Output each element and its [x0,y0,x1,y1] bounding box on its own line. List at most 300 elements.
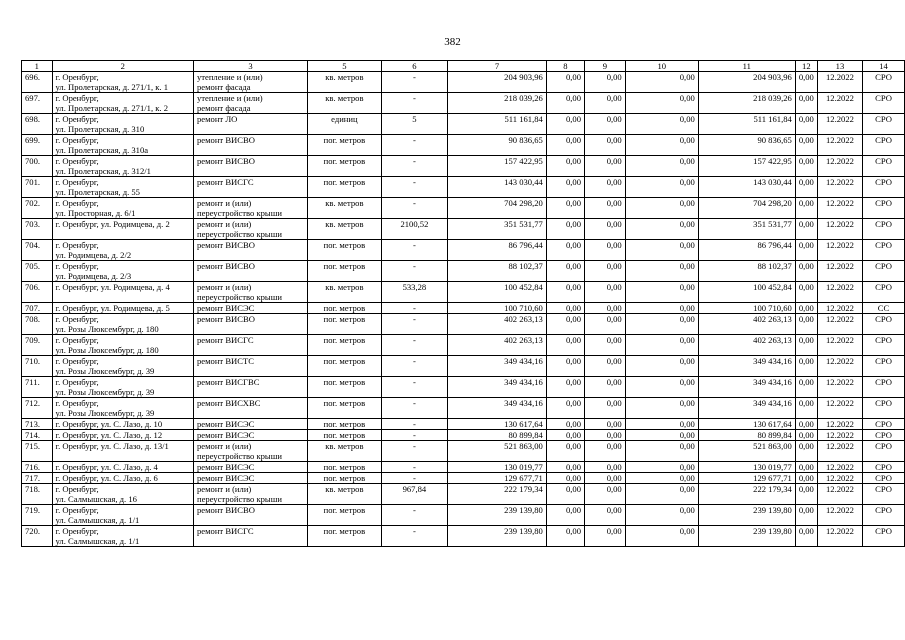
local-budget-cell: 0,00 [625,505,698,526]
cell-line: ул. Пролетарская, д. 271/1, к. 1 [55,82,169,92]
unit-cell: кв. метров [308,219,382,240]
fund-type-cell: СРО [863,114,905,135]
cell-line: г. Оренбург, ул. Родимцева, д. 5 [55,303,170,313]
budget-cell: 0,00 [585,303,626,314]
budget-cell: 0,00 [585,177,626,198]
cell-line: г. Оренбург, ул. Родимцева, д. 2 [55,219,170,229]
total-cost-cell: 204 903,96 [448,72,547,93]
owner-funds-cell: 402 263,13 [698,335,795,356]
other-funds-cell: 0,00 [795,198,817,219]
local-budget-cell: 0,00 [625,314,698,335]
cell-line: ремонт и (или) [196,198,252,208]
other-funds-cell: 0,00 [795,240,817,261]
quantity-cell: - [381,72,447,93]
owner-funds-cell: 130 019,77 [698,462,795,473]
fund-type-cell: СРО [863,484,905,505]
cell-line: ремонт и (или) [196,441,252,451]
work-type-cell [193,314,307,335]
unit-cell: кв. метров [308,441,382,462]
cell-line: г. Оренбург, [55,484,99,494]
unit-cell: пог. метров [308,419,382,430]
local-budget-cell: 0,00 [625,526,698,547]
budget-cell: 0,00 [585,135,626,156]
cell-line: ул. Салмышская, д. 1/1 [55,536,140,546]
local-budget-cell: 0,00 [625,419,698,430]
column-number-header [22,61,905,72]
address-cell [52,135,193,156]
fund-type-cell: СРО [863,473,905,484]
cell-line: ремонт ВИСВО [196,314,255,324]
budget-cell: 0,00 [585,419,626,430]
owner-funds-cell: 100 710,60 [698,303,795,314]
quantity-cell: 5 [381,114,447,135]
cell-line: ул. Родимцева, д. 2/2 [55,250,132,260]
cell-line: переустройство крыши [196,208,282,218]
fund-type-cell: СРО [863,335,905,356]
column-header-cell: 3 [193,61,307,72]
local-budget-cell: 0,00 [625,93,698,114]
fund-cell: 0,00 [546,314,584,335]
row-number: 711. [22,377,53,398]
other-funds-cell: 0,00 [795,114,817,135]
budget-cell: 0,00 [585,356,626,377]
work-type-cell [193,377,307,398]
fund-cell: 0,00 [546,398,584,419]
local-budget-cell: 0,00 [625,114,698,135]
local-budget-cell: 0,00 [625,198,698,219]
address-cell [52,72,193,93]
unit-cell: кв. метров [308,93,382,114]
fund-type-cell: СРО [863,177,905,198]
owner-funds-cell: 349 434,16 [698,398,795,419]
quantity-cell: - [381,303,447,314]
cell-line: утепление и (или) [196,72,263,82]
deadline-cell: 12.2022 [817,219,862,240]
deadline-cell: 12.2022 [817,156,862,177]
page-number: 382 [444,36,461,48]
other-funds-cell: 0,00 [795,419,817,430]
fund-type-cell: СРО [863,198,905,219]
unit-cell: пог. метров [308,303,382,314]
fund-cell: 0,00 [546,430,584,441]
quantity-cell: - [381,441,447,462]
other-funds-cell: 0,00 [795,484,817,505]
other-funds-cell: 0,00 [795,356,817,377]
column-header-cell: 7 [448,61,547,72]
fund-cell: 0,00 [546,282,584,303]
deadline-cell: 12.2022 [817,177,862,198]
cell-line: ремонт ВИСГС [196,335,254,345]
unit-cell: пог. метров [308,526,382,547]
fund-cell: 0,00 [546,156,584,177]
quantity-cell: - [381,177,447,198]
total-cost-cell: 86 796,44 [448,240,547,261]
unit-cell: пог. метров [308,335,382,356]
total-cost-cell: 100 710,60 [448,303,547,314]
row-number: 716. [22,462,53,473]
fund-type-cell: СРО [863,219,905,240]
table-row [22,473,905,484]
row-number: 709. [22,335,53,356]
address-cell [52,240,193,261]
other-funds-cell: 0,00 [795,335,817,356]
work-type-cell [193,198,307,219]
work-type-cell [193,219,307,240]
deadline-cell: 12.2022 [817,377,862,398]
work-type-cell [193,335,307,356]
fund-type-cell: СРО [863,314,905,335]
cell-line: ремонт ВИСГС [196,177,254,187]
total-cost-cell: 351 531,77 [448,219,547,240]
fund-cell: 0,00 [546,377,584,398]
cell-line: утепление и (или) [196,93,263,103]
column-header-cell: 12 [795,61,817,72]
row-number: 699. [22,135,53,156]
owner-funds-cell: 511 161,84 [698,114,795,135]
fund-cell: 0,00 [546,261,584,282]
owner-funds-cell: 521 863,00 [698,441,795,462]
column-header-cell: 6 [381,61,447,72]
total-cost-cell: 157 422,95 [448,156,547,177]
cell-line: г. Оренбург, ул. С. Лазо, д. 4 [55,462,158,472]
owner-funds-cell: 100 452,84 [698,282,795,303]
table-row [22,335,905,356]
cell-line: г. Оренбург, [55,398,99,408]
cell-line: ремонт ВИСВО [196,156,255,166]
unit-cell: пог. метров [308,314,382,335]
fund-cell: 0,00 [546,441,584,462]
other-funds-cell: 0,00 [795,303,817,314]
local-budget-cell: 0,00 [625,72,698,93]
address-cell [52,505,193,526]
cell-line: г. Оренбург, ул. С. Лазо, д. 10 [55,419,163,429]
deadline-cell: 12.2022 [817,261,862,282]
cell-line: ремонт ВИСЭС [196,419,255,429]
deadline-cell: 12.2022 [817,484,862,505]
deadline-cell: 12.2022 [817,441,862,462]
table-row [22,114,905,135]
work-type-cell [193,135,307,156]
cell-line: переустройство крыши [196,229,282,239]
cell-line: г. Оренбург, [55,135,99,145]
cell-line: ул. Розы Люксембург, д. 180 [55,345,159,355]
fund-type-cell: СРО [863,240,905,261]
other-funds-cell: 0,00 [795,526,817,547]
cell-line: ремонт ВИСВО [196,240,255,250]
work-type-cell [193,473,307,484]
unit-cell: пог. метров [308,177,382,198]
cell-line: г. Оренбург, [55,240,99,250]
address-cell [52,156,193,177]
fund-cell: 0,00 [546,335,584,356]
address-cell [52,356,193,377]
other-funds-cell: 0,00 [795,219,817,240]
deadline-cell: 12.2022 [817,473,862,484]
table-row [22,462,905,473]
other-funds-cell: 0,00 [795,398,817,419]
table-row [22,484,905,505]
other-funds-cell: 0,00 [795,505,817,526]
owner-funds-cell: 80 899,84 [698,430,795,441]
cell-line: ремонт ВИСЭС [196,430,255,440]
local-budget-cell: 0,00 [625,462,698,473]
owner-funds-cell: 704 298,20 [698,198,795,219]
row-number: 705. [22,261,53,282]
unit-cell: пог. метров [308,473,382,484]
address-cell [52,198,193,219]
cell-line: г. Оренбург, ул. С. Лазо, д. 12 [55,430,163,440]
cell-line: ул. Пролетарская, д. 310а [55,145,149,155]
work-type-cell [193,156,307,177]
fund-type-cell: СРО [863,93,905,114]
row-number: 710. [22,356,53,377]
work-type-cell [193,240,307,261]
owner-funds-cell: 90 836,65 [698,135,795,156]
budget-cell: 0,00 [585,240,626,261]
fund-type-cell: СРО [863,398,905,419]
address-cell [52,526,193,547]
quantity-cell: - [381,356,447,377]
cell-line: ремонт ЛО [196,114,238,124]
work-type-cell [193,505,307,526]
owner-funds-cell: 129 677,71 [698,473,795,484]
fund-type-cell: СРО [863,377,905,398]
work-type-cell [193,526,307,547]
address-cell [52,335,193,356]
cell-line: переустройство крыши [196,451,282,461]
cell-line: ремонт ВИСВО [196,261,255,271]
cell-line: г. Оренбург, [55,261,99,271]
column-header-cell: 5 [308,61,382,72]
table-row [22,398,905,419]
fund-type-cell: СРО [863,282,905,303]
cell-line: ул. Розы Люксембург, д. 180 [55,324,159,334]
total-cost-cell: 239 139,80 [448,505,547,526]
total-cost-cell: 521 863,00 [448,441,547,462]
fund-cell: 0,00 [546,114,584,135]
row-number: 697. [22,93,53,114]
other-funds-cell: 0,00 [795,462,817,473]
deadline-cell: 12.2022 [817,505,862,526]
address-cell [52,430,193,441]
table-row [22,156,905,177]
quantity-cell: - [381,419,447,430]
cell-line: переустройство крыши [196,292,282,302]
cell-line: ул. Пролетарская, д. 312/1 [55,166,151,176]
deadline-cell: 12.2022 [817,93,862,114]
fund-cell: 0,00 [546,419,584,430]
deadline-cell: 12.2022 [817,526,862,547]
row-number: 713. [22,419,53,430]
owner-funds-cell: 157 422,95 [698,156,795,177]
column-header-cell: 11 [698,61,795,72]
total-cost-cell: 349 434,16 [448,356,547,377]
fund-cell: 0,00 [546,219,584,240]
deadline-cell: 12.2022 [817,314,862,335]
total-cost-cell: 80 899,84 [448,430,547,441]
local-budget-cell: 0,00 [625,377,698,398]
table-row [22,177,905,198]
work-type-cell [193,398,307,419]
cell-line: ремонт и (или) [196,282,252,292]
local-budget-cell: 0,00 [625,473,698,484]
column-header-cell: 1 [22,61,53,72]
owner-funds-cell: 239 139,80 [698,526,795,547]
fund-cell: 0,00 [546,462,584,473]
quantity-cell: - [381,93,447,114]
quantity-cell: - [381,462,447,473]
unit-cell: пог. метров [308,156,382,177]
address-cell [52,177,193,198]
fund-type-cell: СРО [863,430,905,441]
deadline-cell: 12.2022 [817,419,862,430]
row-number: 707. [22,303,53,314]
fund-type-cell: СРО [863,156,905,177]
row-number: 720. [22,526,53,547]
column-header-cell: 13 [817,61,862,72]
fund-cell: 0,00 [546,526,584,547]
unit-cell: пог. метров [308,356,382,377]
fund-type-cell: СРО [863,505,905,526]
deadline-cell: 12.2022 [817,135,862,156]
row-number: 718. [22,484,53,505]
row-number: 717. [22,473,53,484]
table-row [22,198,905,219]
address-cell [52,419,193,430]
other-funds-cell: 0,00 [795,93,817,114]
budget-cell: 0,00 [585,526,626,547]
total-cost-cell: 704 298,20 [448,198,547,219]
other-funds-cell: 0,00 [795,156,817,177]
budget-cell: 0,00 [585,335,626,356]
local-budget-cell: 0,00 [625,398,698,419]
total-cost-cell: 130 617,64 [448,419,547,430]
other-funds-cell: 0,00 [795,282,817,303]
address-cell [52,303,193,314]
table-row [22,93,905,114]
table-row [22,356,905,377]
table-row [22,526,905,547]
budget-cell: 0,00 [585,198,626,219]
budget-cell: 0,00 [585,398,626,419]
local-budget-cell: 0,00 [625,430,698,441]
owner-funds-cell: 218 039,26 [698,93,795,114]
column-header-cell: 8 [546,61,584,72]
table-row [22,441,905,462]
work-type-cell [193,419,307,430]
cell-line: г. Оренбург, [55,198,99,208]
budget-cell: 0,00 [585,473,626,484]
total-cost-cell: 100 452,84 [448,282,547,303]
fund-type-cell: СРО [863,356,905,377]
row-number: 712. [22,398,53,419]
cell-line: г. Оренбург, ул. С. Лазо, д. 6 [55,473,158,483]
fund-cell: 0,00 [546,135,584,156]
unit-cell: пог. метров [308,240,382,261]
table-row [22,377,905,398]
unit-cell: пог. метров [308,462,382,473]
other-funds-cell: 0,00 [795,473,817,484]
local-budget-cell: 0,00 [625,356,698,377]
cell-line: ул. Розы Люксембург, д. 39 [55,387,155,397]
work-type-cell [193,462,307,473]
cell-line: г. Оренбург, [55,526,99,536]
local-budget-cell: 0,00 [625,156,698,177]
table-row [22,135,905,156]
quantity-cell: - [381,135,447,156]
budget-cell: 0,00 [585,462,626,473]
budget-cell: 0,00 [585,484,626,505]
deadline-cell: 12.2022 [817,114,862,135]
quantity-cell: - [381,156,447,177]
row-number: 702. [22,198,53,219]
address-cell [52,441,193,462]
work-type-cell [193,261,307,282]
deadline-cell: 12.2022 [817,198,862,219]
fund-cell: 0,00 [546,473,584,484]
total-cost-cell: 130 019,77 [448,462,547,473]
fund-type-cell: СРО [863,441,905,462]
cell-line: г. Оренбург, [55,177,99,187]
row-number: 708. [22,314,53,335]
deadline-cell: 12.2022 [817,430,862,441]
cell-line: г. Оренбург, [55,314,99,324]
address-cell [52,398,193,419]
work-type-cell [193,430,307,441]
cell-line: ремонт ВИСЭС [196,473,255,483]
local-budget-cell: 0,00 [625,240,698,261]
fund-type-cell: СРО [863,419,905,430]
cell-line: г. Оренбург, ул. Родимцева, д. 4 [55,282,170,292]
fund-cell: 0,00 [546,303,584,314]
row-number: 704. [22,240,53,261]
fund-type-cell: СРО [863,261,905,282]
address-cell [52,261,193,282]
work-type-cell [193,356,307,377]
owner-funds-cell: 349 434,16 [698,356,795,377]
budget-cell: 0,00 [585,93,626,114]
cell-line: г. Оренбург, ул. С. Лазо, д. 13/1 [55,441,169,451]
other-funds-cell: 0,00 [795,441,817,462]
owner-funds-cell: 402 263,13 [698,314,795,335]
unit-cell: пог. метров [308,377,382,398]
work-type-cell [193,114,307,135]
quantity-cell: - [381,335,447,356]
local-budget-cell: 0,00 [625,441,698,462]
fund-cell: 0,00 [546,93,584,114]
unit-cell: пог. метров [308,261,382,282]
row-number: 696. [22,72,53,93]
row-number: 714. [22,430,53,441]
other-funds-cell: 0,00 [795,430,817,441]
total-cost-cell: 88 102,37 [448,261,547,282]
work-type-cell [193,484,307,505]
cell-line: ул. Пролетарская, д. 310 [55,124,145,134]
cell-line: ул. Пролетарская, д. 271/1, к. 2 [55,103,169,113]
table-row [22,261,905,282]
owner-funds-cell: 86 796,44 [698,240,795,261]
other-funds-cell: 0,00 [795,177,817,198]
column-header-cell: 14 [863,61,905,72]
table-row [22,314,905,335]
other-funds-cell: 0,00 [795,377,817,398]
cell-line: ул. Салмышская, д. 1/1 [55,515,140,525]
deadline-cell: 12.2022 [817,356,862,377]
budget-cell: 0,00 [585,219,626,240]
budget-cell: 0,00 [585,156,626,177]
local-budget-cell: 0,00 [625,484,698,505]
fund-cell: 0,00 [546,484,584,505]
